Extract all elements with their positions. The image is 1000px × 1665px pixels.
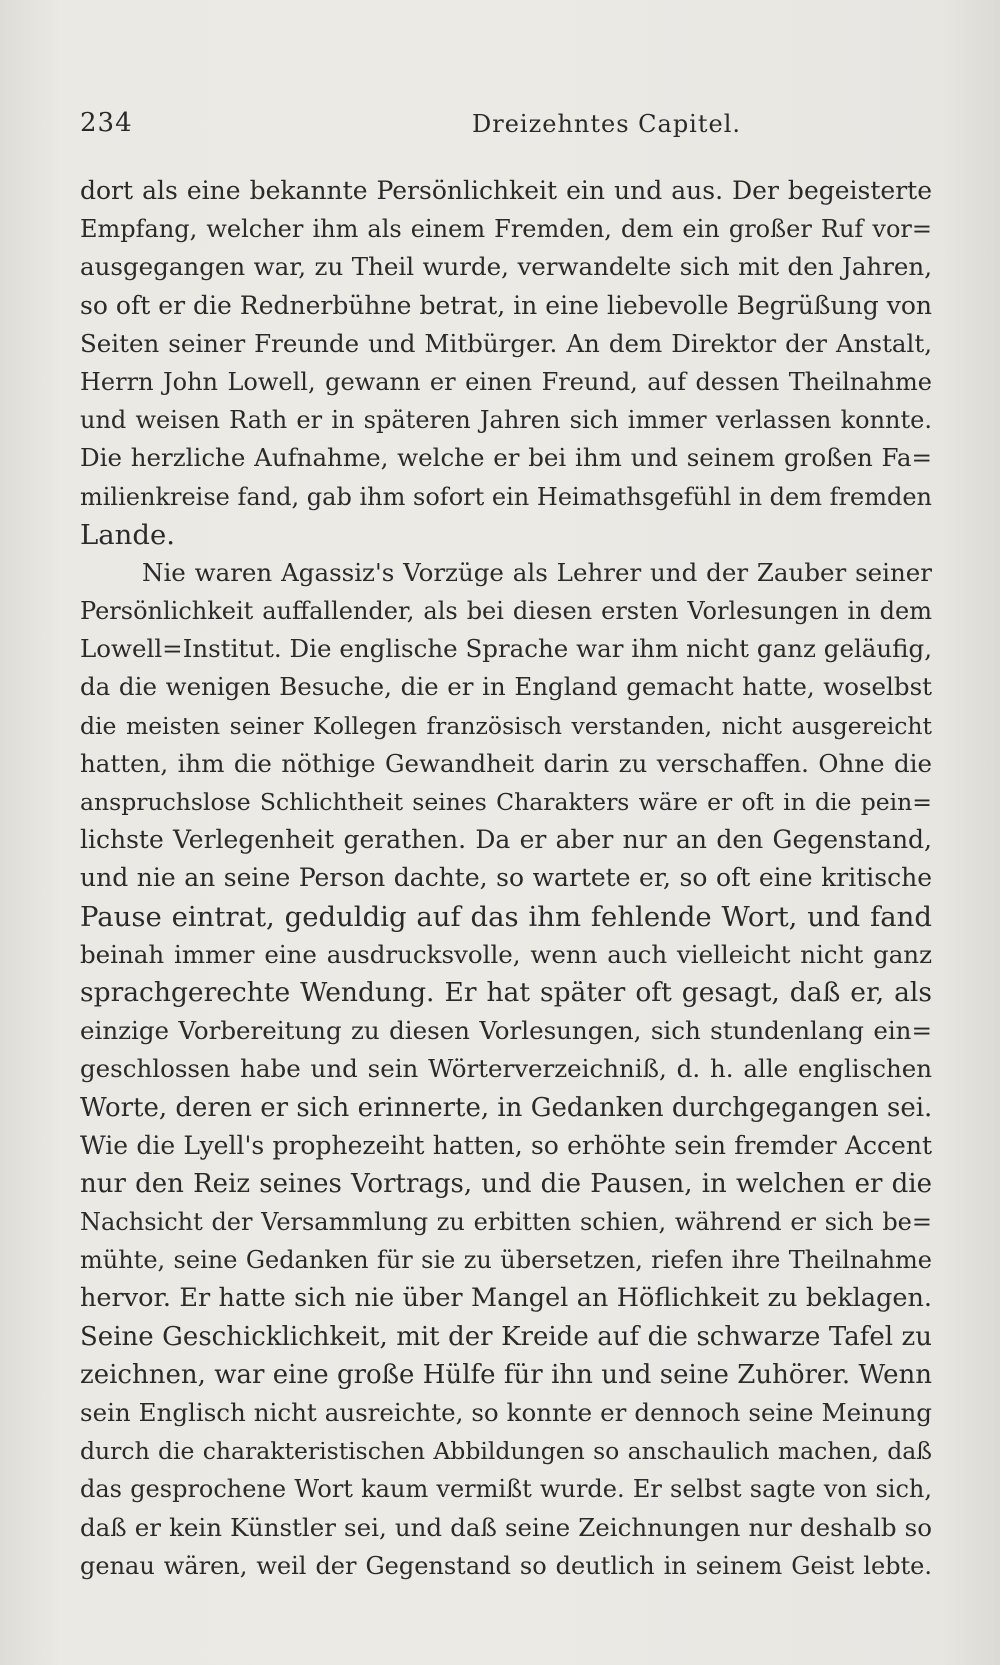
text-line: Persönlichkeit auffallender, als bei diesen ersten Vorlesungen in dem xyxy=(80,597,932,626)
text-line: zeichnen, war eine große Hülfe für ihn und seine Zuhörer. Wenn xyxy=(80,1359,932,1390)
text-line: Lowell=Institut. Die englische Sprache war ihm nicht ganz geläufig, xyxy=(80,634,932,664)
running-head: Dreizehntes Capitel. xyxy=(472,110,742,138)
text-line: Seiten seiner Freunde und Mitbürger. An dem Direktor der Anstalt, xyxy=(80,328,932,358)
text-line: Seine Geschicklichkeit, mit der Kreide auf die schwarze Tafel zu xyxy=(80,1321,932,1352)
text-line: geschlossen habe und sein Wörterverzeichniß, d. h. alle englischen xyxy=(80,1054,932,1084)
text-line: dort als eine bekannte Persönlichkeit ein und aus. Der begeisterte xyxy=(80,176,932,205)
text-line: das gesprochene Wort kaum vermißt wurde. Er selbst sagte von sich, xyxy=(80,1475,932,1504)
text-line: da die wenigen Besuche, die er in England gemacht hatte, woselbst xyxy=(80,672,932,702)
text-line: sprachgerechte Wendung. Er hat später oft gesagt, daß er, als xyxy=(80,976,932,1008)
text-line: nur den Reiz seines Vortrags, und die Pausen, in welchen er die xyxy=(80,1168,932,1199)
text-line: genau wären, weil der Gegenstand so deutlich in seinem Geist lebte. xyxy=(80,1551,932,1580)
text-line: und nie an seine Person dachte, so wartete er, so oft eine kritische xyxy=(80,863,932,893)
text-line: einzige Vorbereitung zu diesen Vorlesungen, sich stundenlang ein= xyxy=(80,1016,932,1046)
text-line: Die herzliche Aufnahme, welche er bei ihm und seinem großen Fa= xyxy=(80,443,932,473)
text-line: milienkreise fand, gab ihm sofort ein Heimathsgefühl in dem fremden xyxy=(80,482,932,511)
text-line: Worte, deren er sich erinnerte, in Gedanken durchgegangen sei. xyxy=(80,1092,932,1123)
text-line: Empfang, welcher ihm als einem Fremden, dem ein großer Ruf vor= xyxy=(80,215,932,244)
text-line: Herrn John Lowell, gewann er einen Freund, auf dessen Theilnahme xyxy=(80,367,932,396)
text-line: Nachsicht der Versammlung zu erbitten schien, während er sich be= xyxy=(80,1208,932,1237)
text-line: mühte, seine Gedanken für sie zu übersetzen, riefen ihre Theilnahme xyxy=(80,1246,932,1275)
text-line: so oft er die Rednerbühne betrat, in eine liebevolle Begrüßung von xyxy=(80,290,932,320)
page-number: 234 xyxy=(80,108,133,138)
text-line: daß er kein Künstler sei, und daß seine Zeichnungen nur deshalb so xyxy=(80,1512,932,1542)
text-line: ausgegangen war, zu Theil wurde, verwandelte sich mit den Jahren, xyxy=(80,252,932,282)
page-header xyxy=(80,108,932,148)
body-text xyxy=(80,172,932,1585)
text-line: Lande. xyxy=(80,518,175,551)
text-line: und weisen Rath er in späteren Jahren sich immer verlassen konnte. xyxy=(80,406,932,435)
text-line: hatten, ihm die nöthige Gewandheit darin zu verschaffen. Ohne die xyxy=(80,748,932,778)
text-line: die meisten seiner Kollegen französisch verstanden, nicht ausgereicht xyxy=(80,711,932,740)
text-line: durch die charakteristischen Abbildungen so anschaulich machen, daß xyxy=(80,1437,932,1466)
text-line: lichste Verlegenheit gerathen. Da er aber nur an den Gegenstand, xyxy=(80,825,932,855)
text-line: hervor. Er hatte sich nie über Mangel an Höflichkeit zu beklagen. xyxy=(80,1283,932,1314)
text-line: Pause eintrat, geduldig auf das ihm fehlende Wort, und fand xyxy=(80,900,932,933)
text-line: beinah immer eine ausdrucksvolle, wenn auch vielleicht nicht ganz xyxy=(80,939,932,969)
text-line: Wie die Lyell's prophezeiht hatten, so erhöhte sein fremder Accent xyxy=(80,1130,932,1160)
text-line: Nie waren Agassiz's Vorzüge als Lehrer und der Zauber seiner xyxy=(142,557,932,587)
text-line: anspruchslose Schlichtheit seines Charakters wäre er oft in die pein= xyxy=(80,788,932,816)
text-line: sein Englisch nicht ausreichte, so konnte er dennoch seine Meinung xyxy=(80,1398,932,1427)
